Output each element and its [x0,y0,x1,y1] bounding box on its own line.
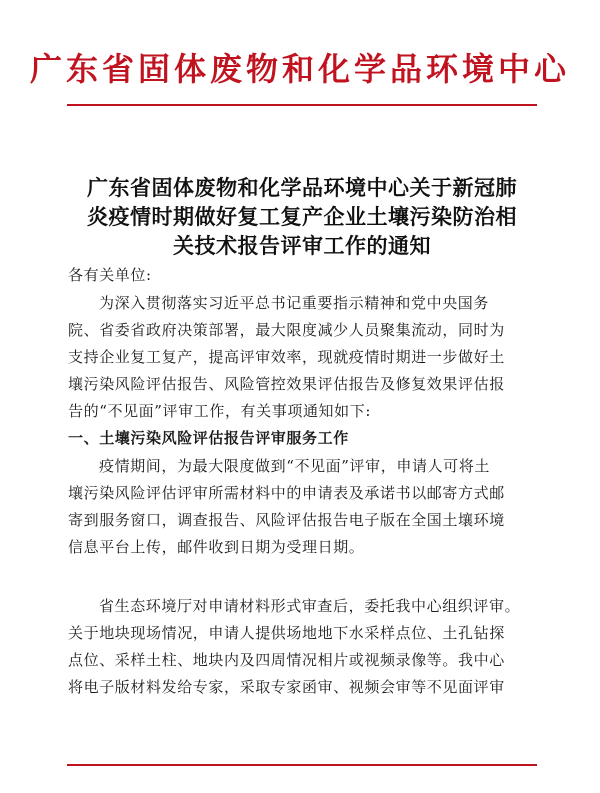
footer-divider [67,764,537,766]
paragraph-line: 壤污染风险评估报告、风险管控效果评估报告及修复效果评估报 [68,375,505,393]
letterhead-organization: 广东省固体废物和化学品环境中心 [29,50,570,88]
salutation [68,262,538,289]
paragraph-section1-a [68,453,538,561]
paragraph-line: 告的“不见面”评审工作，有关事项通知如下: [68,402,371,420]
paragraph-section1-b [68,593,538,701]
section-heading-1: 一、土壤污染风险评估报告评审服务工作 [68,429,349,447]
paragraph-intro [68,290,538,425]
paragraph-line: 壤污染风险评估评审所需材料中的申请表及承诺书以邮寄方式邮 [68,484,505,502]
document-title-line-3: 关技术报告评审工作的通知 [173,233,431,258]
paragraph-line: 支持企业复工复产，提高评审效率，现就疫情时期进一步做好土 [68,348,505,366]
salutation-text: 各有关单位: [68,266,152,284]
document-title [68,173,536,260]
paragraph-line: 为深入贯彻落实习近平总书记重要指示精神和党中央国务 [99,294,490,312]
paragraph-line: 点位、采样土柱、地块内及四周情况相片或视频录像等。我中心 [68,651,505,669]
paragraph-line: 寄到服务窗口，调查报告、风险评估报告电子版在全国土壤环境 [68,511,505,529]
document-title-line-1: 广东省固体废物和化学品环境中心关于新冠肺 [87,175,517,200]
document-title-line-2: 炎疫情时期做好复工复产企业土壤污染防治相 [87,204,517,229]
paragraph-line: 省生态环境厅对申请材料形式审查后，委托我中心组织评审。 [99,597,521,615]
letterhead-divider-top [67,104,537,106]
paragraph-line: 院、省委省政府决策部署，最大限度减少人员聚集流动，同时为 [68,321,505,339]
paragraph-line: 将电子版材料发给专家，采取专家函审、视频会审等不见面评审 [68,678,505,696]
paragraph-line: 关于地块现场情况，申请人提供场地地下水采样点位、土孔钻探 [68,624,505,642]
paragraph-line: 疫情期间，为最大限度做到“不见面”评审，申请人可将土 [99,457,490,475]
paragraph-line: 信息平台上传，邮件收到日期为受理日期。 [68,538,365,556]
